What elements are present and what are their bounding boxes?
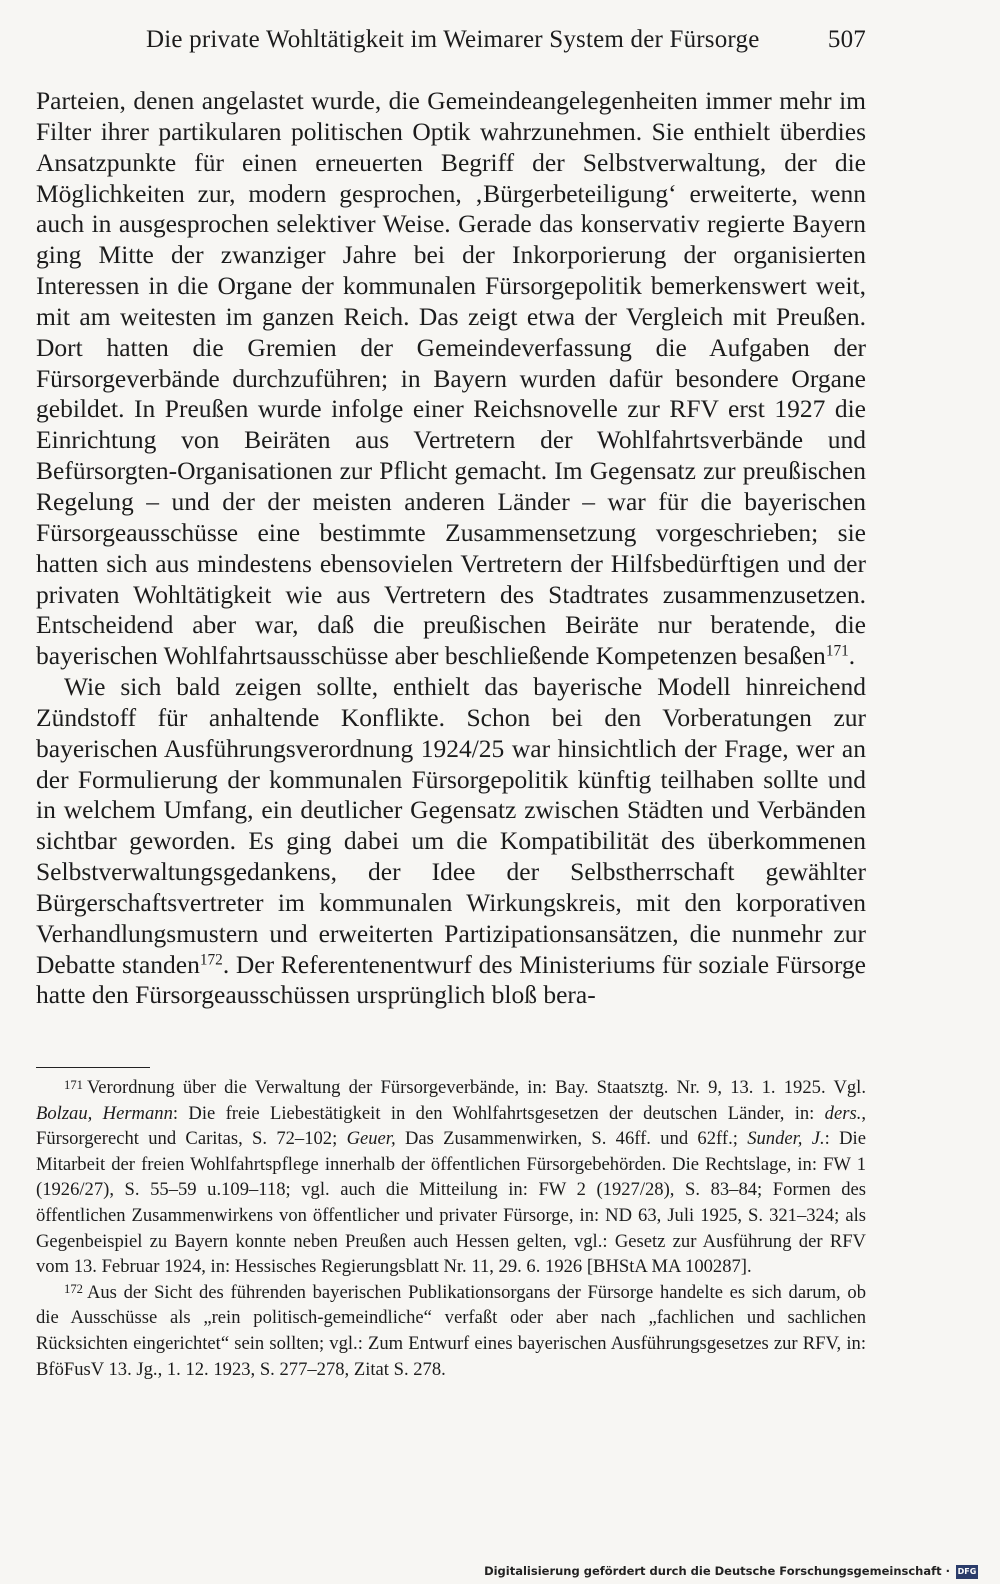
- footnotes: [36, 1075, 866, 1382]
- paragraph-1-end: .: [848, 641, 856, 671]
- paragraph-2-text: Wie sich bald zeigen sollte, enthielt das bayerische Modell hinreichend Zündstoff für anhaltende Konflikte. Schon bei den Vorberatungen zur bayerischen Ausführungsverordnung 1924/25 war hinsichtlich der Frage, wer an der Formulierung der kommunalen Fürsorgepolitik künftig teilhaben sollte und in welchem Umfang, ein deutlicher Gegensatz zwischen Städten und Verbänden sichtbar geworden. Es ging dabei um die Kompatibilität des überkommenen Selbstverwaltungsgedankens, der Idee der Selbstherrschaft gewählter Bürgerschaftsvertreter im kommunalen Wirkungskreis, mit den korporativen Verhandlungsmustern und erweiterten Partizipationsansätzen, die nunmehr zur Debatte standen: [36, 672, 866, 979]
- footnote-separator: [36, 1067, 150, 1068]
- paragraph-1-text: Parteien, denen angelastet wurde, die Gemeindeangelegenheiten immer mehr im Filter ihrer partikularen politischen Optik wahrzunehmen. Sie enthielt überdies Ansatzpunkte für einen erneuerten Begriff der Selbstverwaltung, der die Möglichkeiten zur, modern gesprochen, ‚Bürgerbeteiligung‘ erweiterte, wenn auch in ausgesprochen selektiver Weise. Gerade das konservativ regierte Bayern ging Mitte der zwanziger Jahre bei der Inkorporierung der organisierten Interessen in die Organe der kommunalen Fürsorgepolitik bemerkenswert weit, mit am weitesten im ganzen Reich. Das zeigt etwa der Vergleich mit Preußen. Dort hatten die Gremien der Gemeindeverfassung die Aufgaben der Fürsorgeverbände durchzuführen; in Bayern wurden dafür besondere Organe gebildet. In Preußen wurde infolge einer Reichsnovelle zur RFV erst 1927 die Einrichtung von Beiräten aus Vertretern der Wohlfahrtsverbände und Befürsorgten-Organisationen zur Pflicht gemacht. Im Gegensatz zur preußischen Regelung – und der der meisten anderen Länder – war für die bayerischen Fürsorgeausschüsse eine bestimmte Zusammensetzung vorgeschrieben; sie hatten sich aus mindestens ebensovielen Vertretern der Hilfsbedürftigen und der privaten Wohltätigkeit wie aus Vertretern des Stadtrates zusammenzusetzen. Entscheidend aber war, daß die preußischen Beiräte nur beratende, die bayerischen Wohlfahrtsausschüsse aber beschließende Kompetenzen besaßen: [36, 86, 866, 671]
- footnote-172: [36, 1280, 866, 1382]
- footnote-ref-172[interactable]: 172: [199, 951, 223, 969]
- footnote-171-part-4: Das Zusammenwirken, S. 46ff. und 62ff.;: [395, 1128, 748, 1150]
- running-head-title: Die private Wohltätigkeit im Weimarer System der Fürsorge: [146, 26, 760, 53]
- footnote-171-part-2: : Die freie Liebestätigkeit in den Wohlfahrtsgesetzen der deutschen Länder, in:: [172, 1102, 825, 1124]
- footnote-171-part-1: Verordnung über die Verwaltung der Fürsorgeverbände, in: Bay. Staatsztg. Nr. 9, 13. 1. 1925. Vgl.: [86, 1077, 866, 1098]
- footnote-171-part-5: : Die Mitarbeit der freien Wohlfahrtspflege innerhalb der öffentlichen Fürsorgebehörden. Die Rechtslage, in: FW 1 (1926/27), S. 55–59 u.109–118; vgl. auch die Mitteilung in: FW 2 (1927/28), S. 83–84; Formen des öffentlichen Zusammenwirkens von öffentlicher und privater Fürsorge, in: ND 63, Juli 1925, S. 321–324; als Gegenbeispiel zu Bayern konnte neben Preußen auch Hessen gelten, vgl.: Gesetz zur Ausführung der RFV vom 13. Februar 1924, in: Hessisches Regierungsblatt Nr. 11, 29. 6. 1926 [BHStA MA 100287].: [36, 1128, 866, 1278]
- footnote-171-part-3: , Fürsorgerecht und Caritas, S. 72–102;: [36, 1102, 866, 1150]
- paragraph-2-rest: . Der Referentenentwurf des Ministeriums für soziale Fürsorge hatte den Fürsorgeausschüssen ursprünglich bloß bera-: [36, 949, 866, 1010]
- main-text: [36, 86, 866, 1011]
- running-head: [36, 26, 866, 60]
- page-number: 507: [827, 26, 866, 53]
- footnote-mark-172: 172: [64, 1282, 83, 1297]
- paragraph-2: [36, 672, 866, 1011]
- dfg-logo: DFG: [956, 1565, 978, 1579]
- digitization-note: Digitalisierung gefördert durch die Deutsche Forschungsgemeinschaft ·: [484, 1564, 950, 1578]
- author-bolzau: Bolzau, Hermann: [36, 1102, 173, 1124]
- paragraph-1: [36, 86, 866, 672]
- footnote-172-text: Aus der Sicht des führenden bayerischen Publikationsorgans der Fürsorge handelte es sich darum, ob die Ausschüsse als „rein politisch-gemeindliche“ verfaßt oder aber nach „fachlichen und sachlichen Rücksichten eingerichtet“ sein sollten; vgl.: Zum Entwurf eines bayerischen Ausführungsgesetzes zur RFV, in: BföFusV 13. Jg., 1. 12. 1923, S. 277–278, Zitat S. 278.: [36, 1281, 866, 1380]
- author-geuer: Geuer,: [346, 1128, 396, 1150]
- author-ders: ders.: [824, 1102, 862, 1124]
- author-sunder: Sunder, J.: [747, 1128, 825, 1150]
- footnote-mark-171: 171: [64, 1077, 83, 1092]
- footnote-ref-171[interactable]: 171: [825, 642, 849, 660]
- footnote-171: [36, 1075, 866, 1280]
